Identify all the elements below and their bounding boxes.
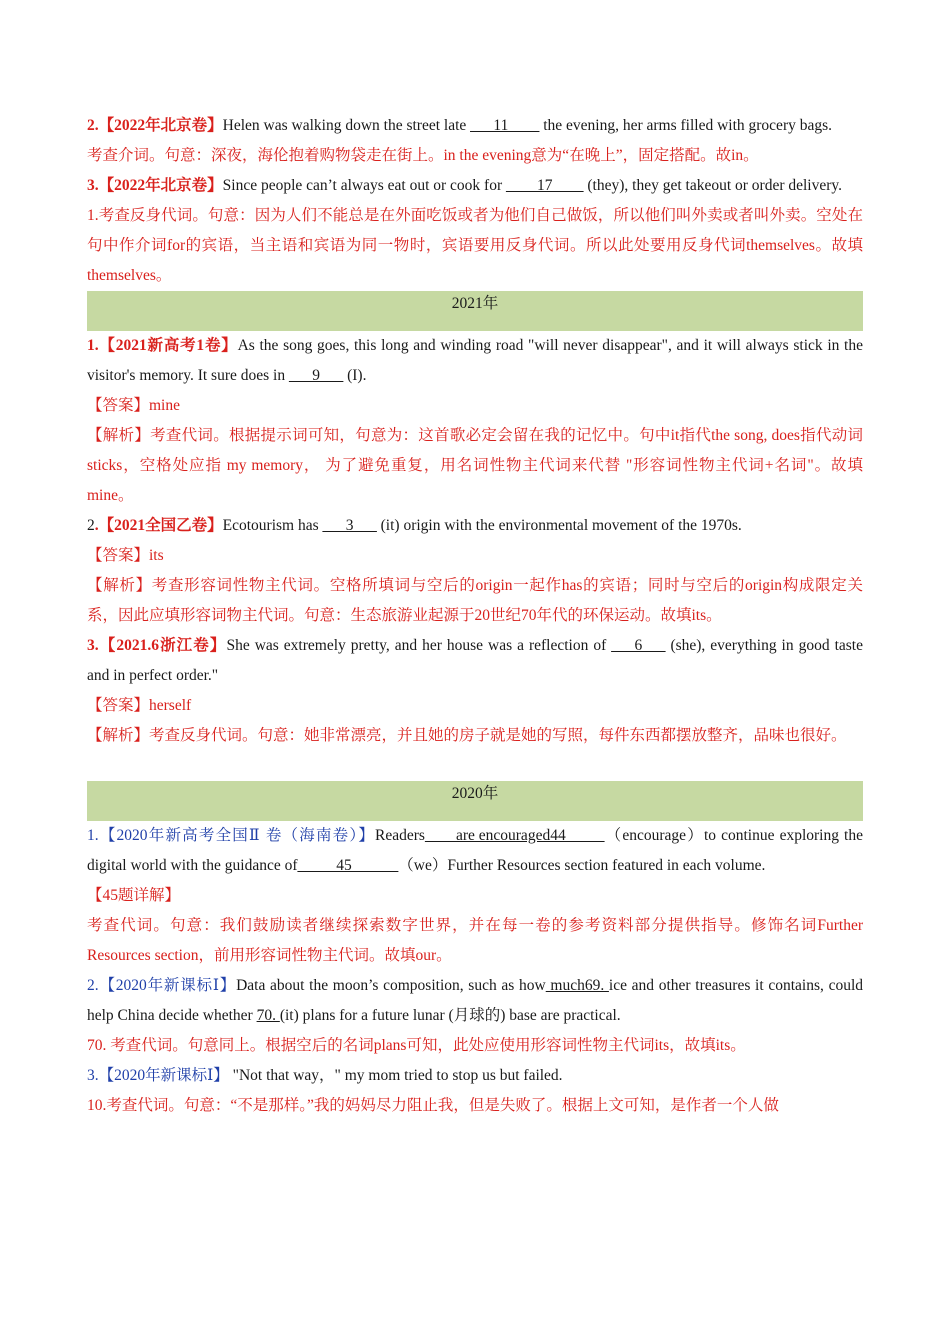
year-header-2020: 2020年 bbox=[87, 781, 863, 821]
answer-blank: ____17____ bbox=[506, 177, 584, 194]
source-tag: 3.【2020年新课标Ⅰ】 bbox=[87, 1067, 229, 1084]
year-header-2021: 2021年 bbox=[87, 291, 863, 331]
source-tag: .【2021全国乙卷】 bbox=[94, 517, 223, 534]
analysis-text: 【解析】考查反身代词。句意：她非常漂亮，并且她的房子就是她的写照，每件东西都摆放整齐，品味也很好。 bbox=[87, 727, 847, 744]
answer-blank: 70. bbox=[256, 1007, 280, 1024]
answer-blank: ___6___ bbox=[611, 637, 666, 654]
analysis-text: 考查介词。句意：深夜，海伦抱着购物袋走在街上。in the evening意为“在晚上”，固定搭配。故in。 bbox=[87, 147, 759, 164]
question-2021-3: 3.【2021.6浙江卷】She was extremely pretty, and her house was a reflection of ___6___ (she), everything in good taste and in perfect order." bbox=[87, 631, 863, 691]
question-2020-3: 3.【2020年新课标Ⅰ】 "Not that way，" my mom tried to stop us but failed. bbox=[87, 1067, 563, 1084]
question-2021-1: 1.【2021新高考1卷】As the song goes, this long and winding road "will never disappear", and it will always stick in the visitor's memory. It sure does in ___9___ (I). bbox=[87, 331, 863, 391]
question-2021-2: 2.【2021全国乙卷】Ecotourism has ___3___ (it) origin with the environmental movement of the 1970s. bbox=[87, 511, 863, 541]
source-tag: 2.【2020年新课标Ⅰ】 bbox=[87, 977, 237, 994]
source-tag: 2.【2022年北京卷】 bbox=[87, 117, 223, 134]
analysis-text: 10.考查代词。句意：“不是那样。”我的妈妈尽力阻止我，但是失败了。根据上文可知，是作者一个人做 bbox=[87, 1097, 779, 1114]
analysis-text: 【解析】考查形容词性物主代词。空格所填词与空后的origin一起作has的宾语；同时与空后的origin构成限定关系，因此应填形容词物主代词。句意：生态旅游业起源于20世纪70年代的环保运动。故填its。 bbox=[87, 577, 863, 624]
answer-blank: ____are encouraged44_____ bbox=[424, 827, 605, 844]
spacer bbox=[87, 751, 863, 781]
question-2022-3: 3.【2022年北京卷】Since people can’t always eat out or cook for ____17____ (they), they get takeout or order delivery. bbox=[87, 171, 863, 201]
question-2020-1: 1.【2020年新高考全国Ⅱ 卷（海南卷）】Readers____are encouraged44_____（encourage）to continue exploring the digital world with the guidance of_____45______（we）Further Resources section featured in each volume. bbox=[87, 821, 863, 881]
analysis-text: 1.考查反身代词。句意：因为人们不能总是在外面吃饭或者为他们自己做饭，所以他们叫外卖或者叫外卖。空处在句中作介词for的宾语，当主语和宾语为同一物时，宾语要用反身代词。所以此处要用反身代词themselves。故填themselves。 bbox=[87, 207, 863, 284]
source-tag: 1.【2020年新高考全国Ⅱ 卷（海南卷）】 bbox=[87, 827, 376, 844]
answer-blank: much69. bbox=[545, 977, 609, 994]
analysis-text: 【解析】考查代词。根据提示词可知，句意为：这首歌必定会留在我的记忆中。句中it指代the song, does指代动词sticks，空格处应指 my memory， 为了避免重复，用名词性物主代词来代替 "形容词性物主代词+名词"。故填mine。 bbox=[87, 427, 863, 504]
answer-blank: ___3___ bbox=[322, 517, 377, 534]
question-2022-2: 2.【2022年北京卷】Helen was walking down the street late ___11____ the evening, her arms filled with grocery bags. bbox=[87, 111, 863, 141]
source-tag: 3.【2021.6浙江卷】 bbox=[87, 637, 227, 654]
detail-heading: 【45题详解】 bbox=[87, 887, 181, 904]
answer-blank: ___9___ bbox=[288, 367, 344, 384]
answer-text: 【答案】mine bbox=[87, 397, 180, 414]
answer-text: 【答案】herself bbox=[87, 697, 192, 714]
answer-blank: ___11____ bbox=[470, 117, 540, 134]
source-tag: 1.【2021新高考1卷】 bbox=[87, 337, 238, 354]
answer-text: 【答案】its bbox=[87, 547, 164, 564]
answer-blank: _____45______ bbox=[297, 857, 399, 874]
analysis-text: 考查代词。句意：我们鼓励读者继续探索数字世界，并在每一卷的参考资料部分提供指导。修饰名词Further Resources section，前用形容词性物主代词。故填our。 bbox=[87, 917, 863, 964]
source-tag: 3.【2022年北京卷】 bbox=[87, 177, 223, 194]
question-2020-2: 2.【2020年新课标Ⅰ】Data about the moon’s composition, such as how much69. ice and other treasures it contains, could help China decide whether 70. (it) plans for a future lunar (月球的) base are practical. bbox=[87, 977, 864, 1024]
analysis-text: 70. 考查代词。句意同上。根据空后的名词plans可知，此处应使用形容词性物主代词its，故填its。 bbox=[87, 1037, 746, 1054]
document-page bbox=[87, 111, 863, 1121]
